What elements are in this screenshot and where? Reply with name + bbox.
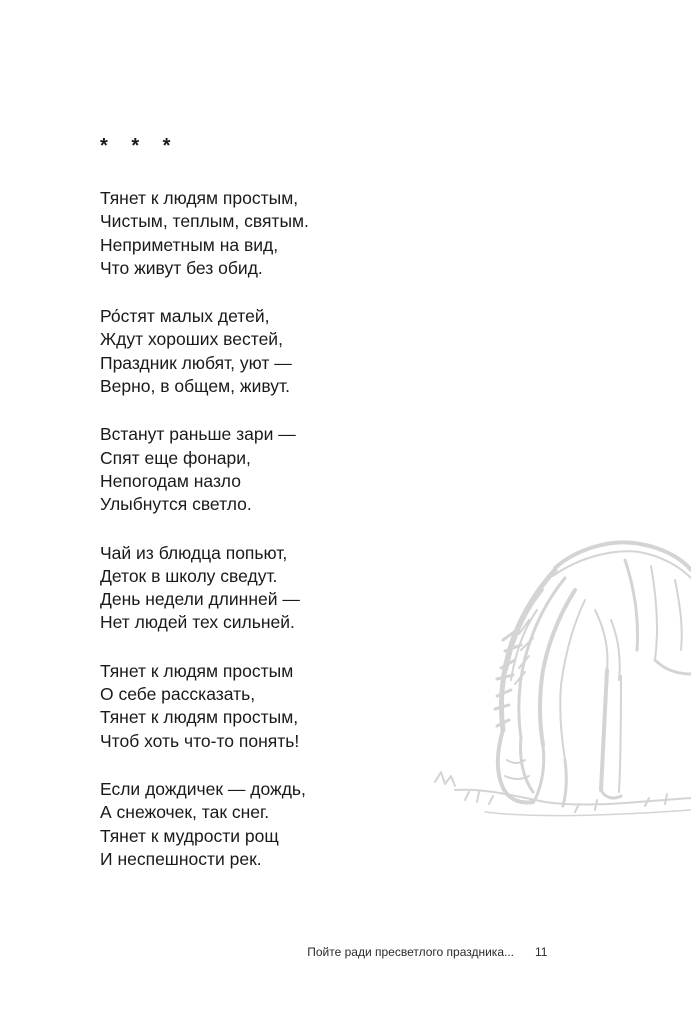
stanza xyxy=(100,187,460,280)
poem-line: А снежочек, так снег. xyxy=(100,802,270,823)
horse-grazing-sketch-icon xyxy=(425,520,691,820)
poem-line: Что живут без обид. xyxy=(100,257,263,278)
running-title: Пойте ради пресветлого праздника... xyxy=(307,945,514,959)
poem-line: Праздник любят, уют — xyxy=(100,352,292,373)
poem-line: Чай из блюдца попьют, xyxy=(100,542,288,563)
poem-line: Спят еще фонари, xyxy=(100,447,251,468)
poem-line: О себе рассказать, xyxy=(100,684,256,705)
poem xyxy=(100,187,460,896)
poem-line: И неспешности рек. xyxy=(100,848,262,869)
poem-line: День недели длинней — xyxy=(100,589,300,610)
stanza xyxy=(100,423,460,516)
page-number: 11 xyxy=(535,945,548,959)
poem-line: Тянет к людям простым, xyxy=(100,707,299,728)
poem-line: Деток в школу сведут. xyxy=(100,565,278,586)
poem-line: Тянет к мудрости рощ xyxy=(100,825,279,846)
poem-line: Улыбнутся светло. xyxy=(100,494,252,515)
poem-line: Ро́стят малых детей, xyxy=(100,306,270,327)
poem-line: Тянет к людям простым, xyxy=(100,188,299,208)
stanza xyxy=(100,660,460,753)
poem-line: Чистым, теплым, святым. xyxy=(100,211,309,232)
poem-line: Нет людей тех сильней. xyxy=(100,612,295,633)
poem-line: Если дождичек — дождь, xyxy=(100,778,306,799)
stanza xyxy=(100,778,460,871)
section-separator: * * * xyxy=(100,135,180,157)
page-footer xyxy=(0,943,691,961)
poem-line: Непогодам назло xyxy=(100,470,241,491)
poem-line: Неприметным на вид, xyxy=(100,234,279,255)
poem-line: Тянет к людям простым xyxy=(100,660,294,681)
poem-line: Встанут раньше зари — xyxy=(100,424,296,445)
stanza xyxy=(100,305,460,398)
poem-line: Верно, в общем, живут. xyxy=(100,376,290,397)
poem-line: Ждут хороших вестей, xyxy=(100,329,283,350)
stanza xyxy=(100,542,460,635)
poem-line: Чтоб хоть что-то понять! xyxy=(100,730,300,751)
